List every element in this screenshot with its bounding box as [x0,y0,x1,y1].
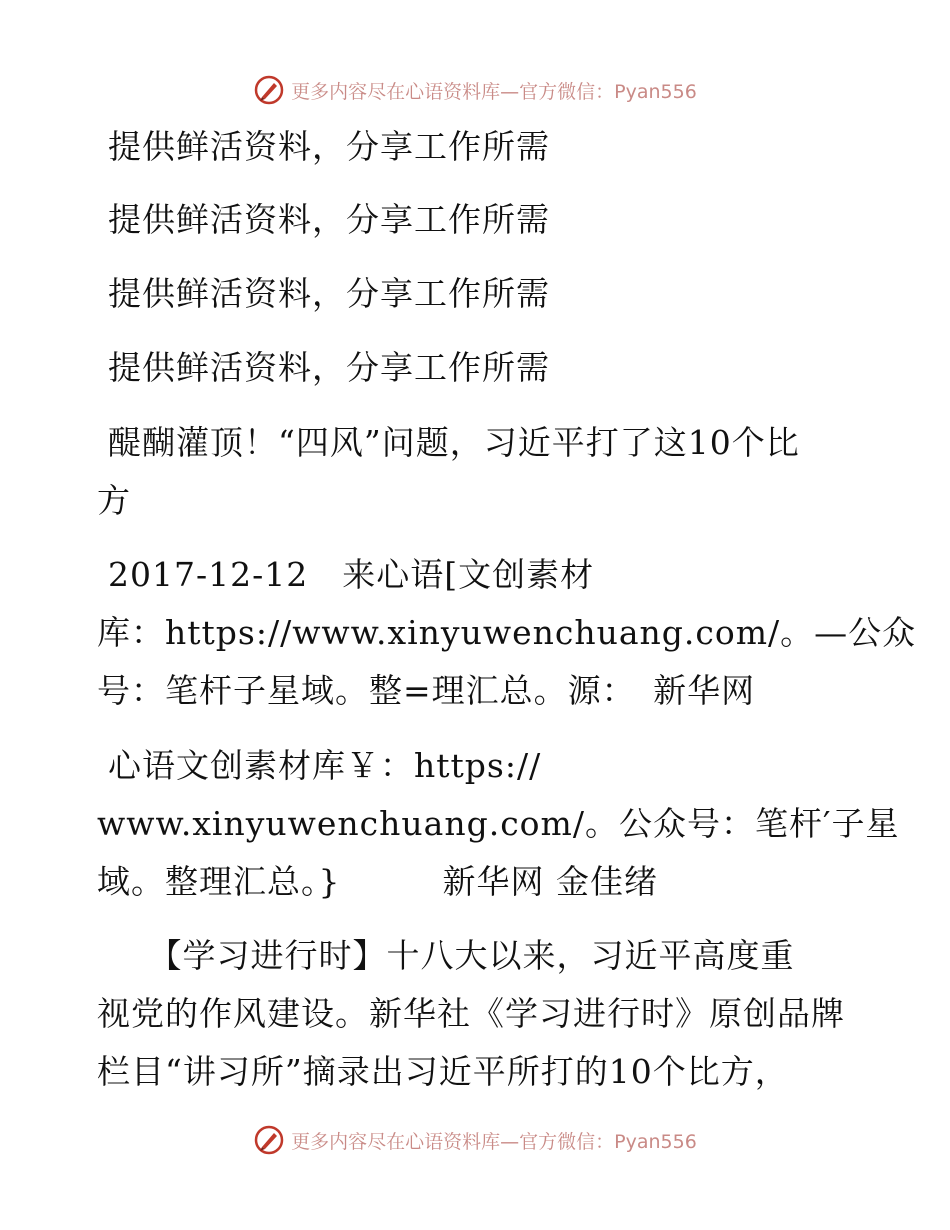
document-title-line-1: 醍醐灌顶！“四风”问题，习近平打了这10个比 [108,423,800,462]
document-date-source-line: 2017-12-12 来心语[文创素材 [108,555,595,594]
document-paragraph-line-3: 栏目“讲习所”摘录出习近平所打的10个比方， [97,1052,789,1091]
pen-logo-icon [253,1124,285,1156]
pen-logo-icon [253,74,285,106]
document-title-line-2: 方 [97,481,131,520]
footer-banner [0,1120,950,1160]
document-author-line: 域。整理汇总。} 新华网 金佳绪 [97,862,658,901]
document-line-4: 提供鲜活资料，分享工作所需 [108,348,550,387]
document-paragraph-line-1: 【学习进行时】十八大以来，习近平高度重 [97,936,795,975]
document-line-2: 提供鲜活资料，分享工作所需 [108,200,550,239]
header-banner-text: 更多内容尽在心语资料库—官方微信：Pyan556 [291,80,697,103]
document-source-line-4: 心语文创素材库￥：https:// [108,746,542,785]
document-paragraph-line-2: 视党的作风建设。新华社《学习进行时》原创品牌 [97,994,845,1033]
document-source-line-2: 库：https://www.xinyuwenchuang.com/。—公众 [97,613,917,652]
document-source-line-3: 号：笔杆子星域。整=理汇总。源： 新华网 [97,671,756,710]
header-banner [0,70,950,110]
footer-banner-text: 更多内容尽在心语资料库—官方微信：Pyan556 [291,1130,697,1153]
document-line-3: 提供鲜活资料，分享工作所需 [108,274,550,313]
document-source-line-5: www.xinyuwenchuang.com/。公众号：笔杆′子星 [97,804,900,843]
document-line-1: 提供鲜活资料，分享工作所需 [108,127,550,166]
